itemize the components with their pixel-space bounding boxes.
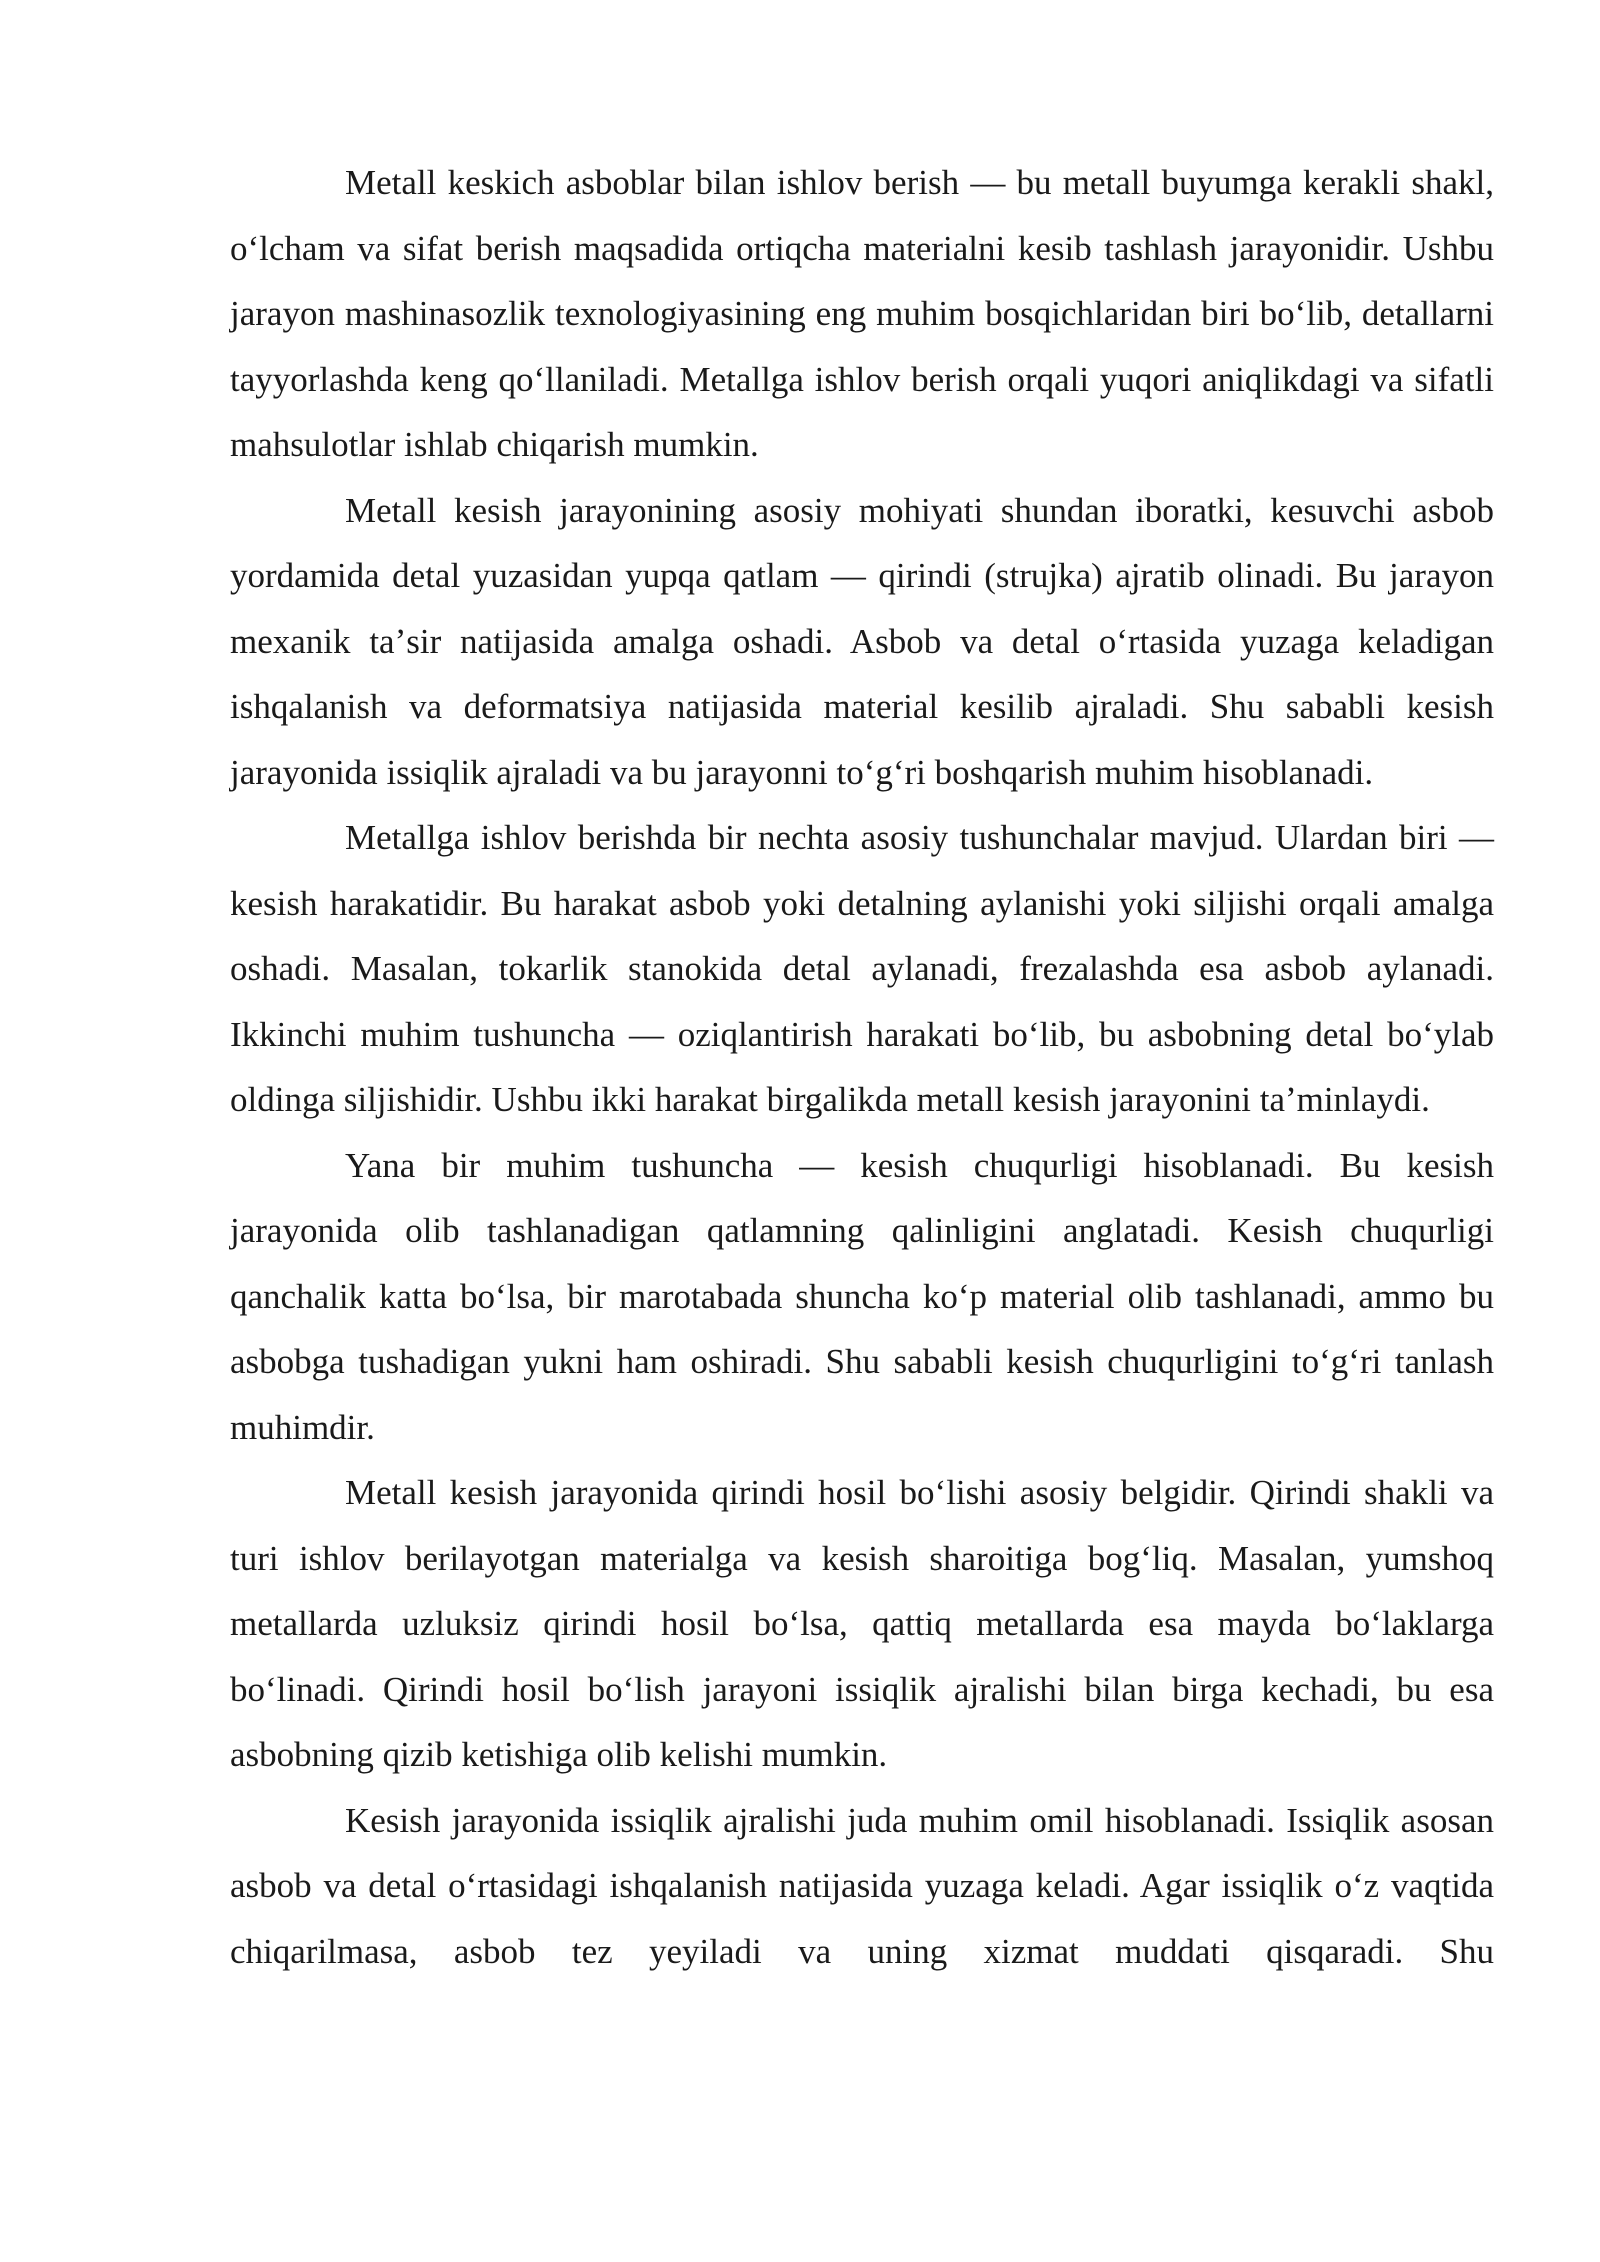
paragraph-1: Metall keskich asboblar bilan ishlov berish — bu metall buyumga kerakli shakl, oʻlcham va sifat berish maqsadida ortiqcha materialni kesib tashlash jarayonidir. Ushbu jarayon mashinasozlik texnologiyasining eng muhim bosqichlaridan biri boʻlib, detallarni tayyorlashda keng qoʻllaniladi. Metallga ishlov berish orqali yuqori aniqlikdagi va sifatli mahsulotlar ishlab chiqarish mumkin.	[230, 163, 1494, 464]
paragraph-5: Metall kesish jarayonida qirindi hosil boʻlishi asosiy belgidir. Qirindi shakli va turi ishlov berilayotgan materialga va kesish sharoitiga bogʻliq. Masalan, yumshoq metallarda uzluksiz qirindi hosil boʻlsa, qattiq metallarda esa mayda boʻlaklarga boʻlinadi. Qirindi hosil boʻlish jarayoni issiqlik ajralishi bilan birga kechadi, bu esa asbobning qizib ketishiga olib kelishi mumkin.	[230, 1473, 1494, 1774]
paragraph-4: Yana bir muhim tushuncha — kesish chuqurligi hisoblanadi. Bu kesish jarayonida olib tashlanadigan qatlamning qalinligini anglatadi. Kesish chuqurligi qanchalik katta boʻlsa, bir marotabada shuncha koʻp material olib tashlanadi, ammo bu asbobga tushadigan yukni ham oshiradi. Shu sababli kesish chuqurligini toʻgʻri tanlash muhimdir.	[230, 1145, 1494, 1447]
document-body	[230, 150, 1494, 1984]
paragraph-3: Metallga ishlov berishda bir nechta asosiy tushunchalar mavjud. Ulardan biri — kesish harakatidir. Bu harakat asbob yoki detalning aylanishi yoki siljishi orqali amalga oshadi. Masalan, tokarlik stanokida detal aylanadi, frezalashda esa asbob aylanadi. Ikkinchi muhim tushuncha — oziqlantirish harakati boʻlib, bu asbobning detal boʻylab oldinga siljishidir. Ushbu ikki harakat birgalikda metall kesish jarayonini taʼminlaydi.	[230, 818, 1494, 1119]
paragraph-2: Metall kesish jarayonining asosiy mohiyati shundan iboratki, kesuvchi asbob yordamida detal yuzasidan yupqa qatlam — qirindi (strujka) ajratib olinadi. Bu jarayon mexanik taʼsir natijasida amalga oshadi. Asbob va detal oʻrtasida yuzaga keladigan ishqalanish va deformatsiya natijasida material kesilib ajraladi. Shu sababli kesish jarayonida issiqlik ajraladi va bu jarayonni toʻgʻri boshqarish muhim hisoblanadi.	[230, 490, 1494, 792]
paragraph-6: Kesish jarayonida issiqlik ajralishi juda muhim omil hisoblanadi. Issiqlik asosan asbob va detal oʻrtasidagi ishqalanish natijasida yuzaga keladi. Agar issiqlik oʻz vaqtida chiqarilmasa, asbob tez yeyiladi va uning xizmat muddati qisqaradi. Shu	[230, 1800, 1494, 1971]
